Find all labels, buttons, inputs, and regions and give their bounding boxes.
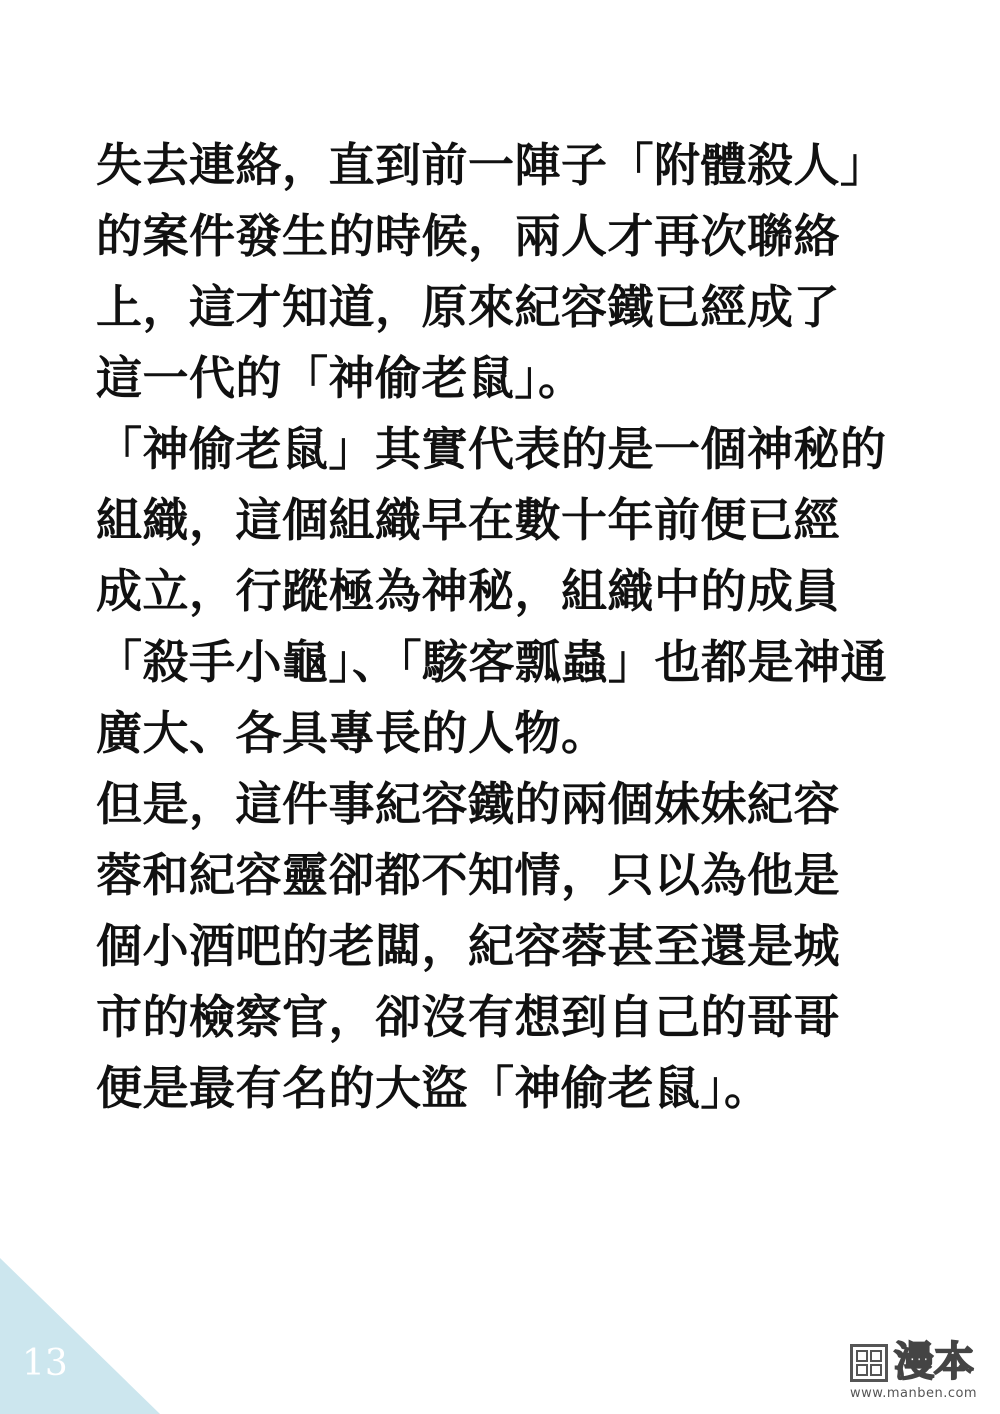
- watermark-logo-icon: [850, 1344, 888, 1382]
- text-line: 但是，這件事紀容鐵的兩個妹妹紀容: [96, 777, 840, 831]
- corner-decoration: [0, 1258, 160, 1414]
- text-line: 「神偷老鼠」其實代表的是一個神秘的: [96, 422, 887, 476]
- text-line: 廣大、各具專長的人物。: [96, 706, 608, 760]
- text-line: 成立，行蹤極為神秘，組織中的成員: [96, 564, 840, 618]
- text-line: 這一代的「神偷老鼠」。: [96, 351, 585, 405]
- text-line: 市的檢察官，卻沒有想到自己的哥哥: [96, 990, 840, 1044]
- text-line: 上，這才知道，原來紀容鐵已經成了: [96, 280, 840, 334]
- text-line: 便是最有名的大盜「神偷老鼠」。: [96, 1061, 771, 1115]
- text-line: 的案件發生的時候，兩人才再次聯絡: [96, 209, 840, 263]
- text-line: 組織，這個組織早在數十年前便已經: [96, 493, 840, 547]
- text-line: 個小酒吧的老闆，紀容蓉甚至還是城: [96, 919, 840, 973]
- text-line: 「殺手小龜」、「駭客瓢蟲」也都是神通: [96, 635, 887, 689]
- watermark-url: www.manben.com: [850, 1386, 978, 1401]
- watermark-logo: [850, 1338, 990, 1406]
- text-line: 失去連絡，直到前一陣子「附體殺人」: [96, 138, 887, 192]
- body-text: [96, 130, 906, 1124]
- watermark-text: 漫本: [894, 1338, 974, 1385]
- text-line: 蓉和紀容靈卻都不知情，只以為他是: [96, 848, 840, 902]
- page-number: 13: [22, 1343, 68, 1384]
